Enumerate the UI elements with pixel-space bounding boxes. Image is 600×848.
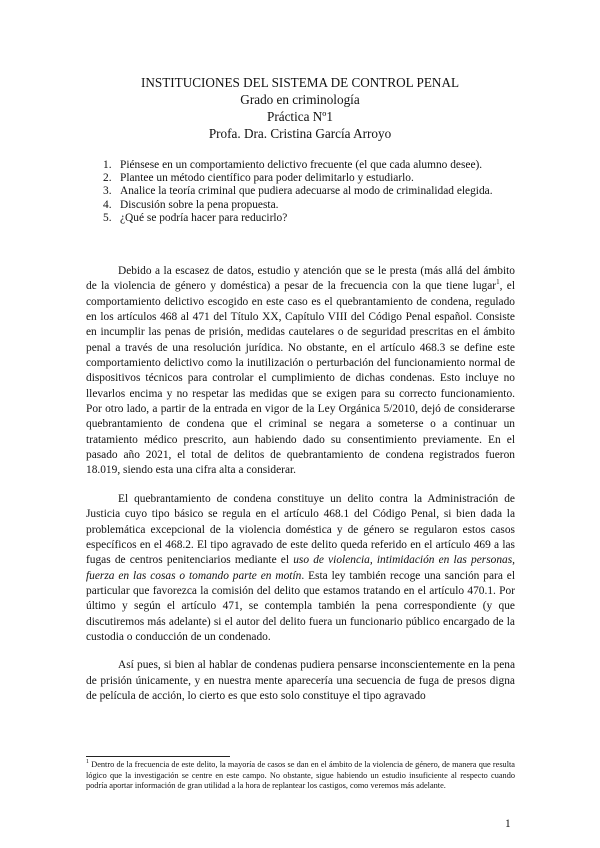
document-header: [86, 74, 514, 142]
practice-line: Práctica Nº1: [267, 109, 333, 124]
degree-line: Grado en criminología: [240, 92, 360, 107]
list-item-number: 4.: [103, 198, 112, 211]
paragraph-1-text-a: Debido a la escasez de datos, estudio y atención que se le presta (más allá del ámbito de la violencia de género y doméstica) a pesar de la frecuencia con la que tiene lugar: [86, 265, 515, 293]
course-title: INSTITUCIONES DEL SISTEMA DE CONTROL PENAL: [140, 75, 460, 90]
list-item-number: 3.: [103, 185, 112, 198]
paragraph-2-text-b: . Esta ley también recoge una sanción para el particular que favorezca la comisión del delito que estamos tratando en el artículo 470.1. Por último y según el artículo 471, se contempla también la pena correspondiente (y que discutiremos más adelante) si el autor del delito fuera un funcionario público encargado de la custodia o conducción de un condenado.: [86, 569, 515, 643]
footnote: [86, 760, 515, 792]
footnote-reference[interactable]: 1: [496, 278, 500, 287]
footnote-marker: 1: [86, 759, 89, 766]
list-item: [103, 159, 515, 172]
paragraph-1: [86, 264, 515, 479]
paragraph-3: Así pues, si bien al hablar de condenas pudiera pensarse inconscientemente en la pena de prisión únicamente, y en nuestra mente aparecería una secuencia de fuga de presos digna de película de acción, lo cierto es que esto solo constituye el tipo agravado: [86, 659, 515, 702]
list-item: [103, 172, 515, 185]
footnote-divider: [86, 756, 230, 757]
questions-list: [103, 159, 515, 225]
paragraph-2-text-a: El quebrantamiento de condena constituye un delito contra la Administración de Justicia cuyo tipo básico se regula en el artículo 468.1 del Código Penal, si bien dada la problemática excepcional de la violencia doméstica y de género se regularon estos casos específicos en el 468.2. El tipo agravado de este delito queda referido en el artículo 469 a las fugas de centros penitenciarios mediante el: [86, 492, 515, 567]
list-item-number: 2.: [103, 172, 112, 185]
list-item: [103, 185, 515, 198]
paragraph-2-emphasis: uso de violencia, intimidación en las personas, fuerza en las cosas o tomando parte en motín: [86, 554, 515, 582]
professor-line: Profa. Dra. Cristina García Arroyo: [208, 126, 392, 141]
list-item-number: 1.: [103, 159, 112, 171]
list-item-text: Piénsese en un comportamiento delictivo frecuente (el que cada alumno desee).: [120, 159, 483, 171]
list-item-text: ¿Qué se podría hacer para reducirlo?: [120, 211, 288, 224]
list-item-text: Discusión sobre la pena propuesta.: [120, 198, 279, 211]
paragraph-2: [86, 492, 515, 645]
page-number: 1: [505, 818, 511, 830]
list-item: [103, 199, 515, 212]
list-item-text: Analice la teoría criminal que pudiera adecuarse al modo de criminalidad elegida.: [120, 185, 493, 198]
footnote-text: Dentro de la frecuencia de este delito, la mayoría de casos se dan en el ámbito de la violencia de género, de manera que resulta lógico que la investigación se centre en este campo. No obstante, sigue habiendo un estudio insuficiente al respecto cuando podría aportar información de gran utilidad a la hora de replantear los castigos, como veremos más adelante.: [86, 760, 515, 791]
paragraph-1-text-b: , el comportamiento delictivo escogido en este caso es el quebrantamiento de condena, regulado en los artículos 468 al 471 del Título XX, Capítulo VIII del Código Penal español. Consiste en incumplir las penas de prisión, medidas cautelares o de seguridad prescritas en el ámbito penal a través de una resolución jurídica. No obstante, en el artículo 468.3 se define este comportamiento delictivo como la inutilización o perturbación del funcionamiento normal de dispositivos técnicos para controlar el cumplimiento de dichas condenas. Esto incluye no llevarlos encima y no respetar las medidas que se exigen para su correcto funcionamiento. Por otro lado, a partir de la entrada en vigor de la Ley Orgánica 5/2010, dejó de considerarse quebrantamiento de condena que el criminal se negara a someterse o a continuar un tratamiento médico prescrito, aun habiendo dado su consentimiento previamente. En el pasado año 2021, el total de delitos de quebrantamiento de condena registrados fueron 18.019, siendo esta una cifra alta a considerar.: [86, 280, 515, 477]
list-item-number: 5.: [103, 211, 112, 224]
document-body: [86, 264, 515, 717]
list-item: [103, 212, 515, 225]
list-item-text: Plantee un método científico para poder delimitarlo y estudiarlo.: [120, 172, 414, 185]
